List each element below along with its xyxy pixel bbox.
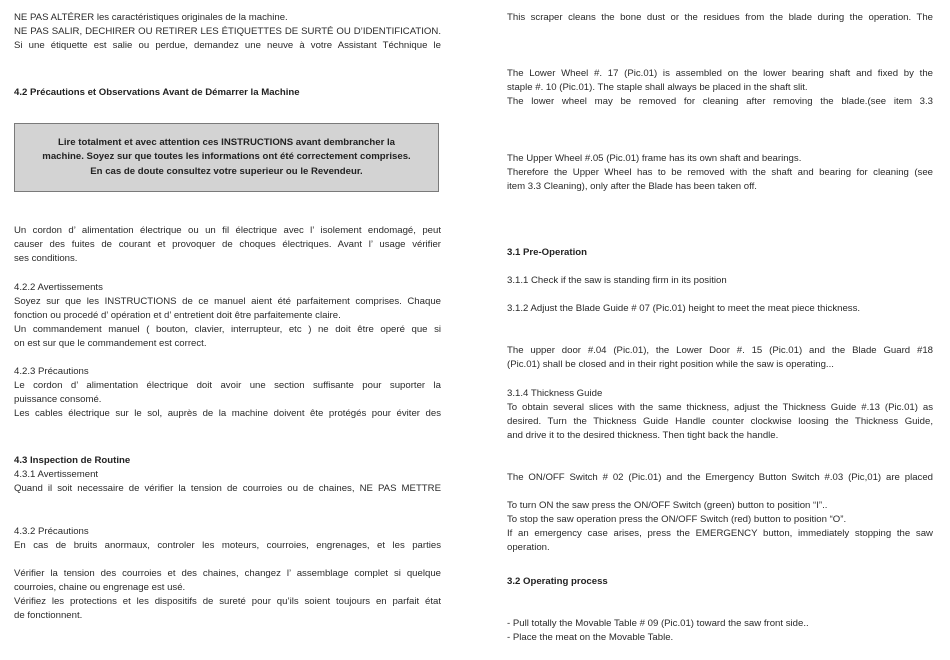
scraper-line: This scraper cleans the bone dust or the residues from the blade during the operation. The xyxy=(507,12,933,23)
doors-line: (Pic.01) shall be closed and in their right position while the saw is operating... xyxy=(507,359,834,370)
process-item: - Place the meat on the Movable Table. xyxy=(507,632,674,643)
subsection-title: 4.2.3 Précautions xyxy=(14,366,89,377)
section-heading-3-2: 3.2 Operating process xyxy=(507,576,608,587)
process-list xyxy=(507,617,933,645)
final-paragraph xyxy=(14,567,441,623)
subsection-line: desired. Turn the Thickness Guide Handle counter clockwise loosing the Thickness Guide, xyxy=(507,416,933,427)
cord-paragraph xyxy=(14,224,441,266)
subsection-4-2-3 xyxy=(14,365,441,421)
subsection-line: fonction ou procedé d’ opération et d’ entretient doit être parfaitemente claire. xyxy=(14,310,341,321)
turn-paragraph xyxy=(507,499,933,555)
lower-wheel-line: The Lower Wheel #. 17 (Pic.01) is assembled on the lower bearing shaft and fixed by the xyxy=(507,68,933,79)
doors-paragraph xyxy=(507,344,933,372)
subsection-line: Quand il soit necessaire de vérifier la tension de courroies ou de chaines, NE PAS METTRE xyxy=(14,483,441,494)
turn-line: To stop the saw operation press the ON/OFF Switch (red) button to position “O”. xyxy=(507,514,847,525)
doors-line: The upper door #.04 (Pic.01), the Lower Door #. 15 (Pic.01) and the Blade Guard #18 xyxy=(507,345,933,356)
lower-wheel-line: The lower wheel may be removed for cleaning after removing the blade.(see item 3.3 xyxy=(507,96,933,107)
subsection-title: 4.3.1 Avertissement xyxy=(14,469,99,480)
upper-wheel-line: item 3.3 Cleaning), only after the Blade has been taken off. xyxy=(507,181,757,192)
cord-line: ses conditions. xyxy=(14,253,78,264)
section-heading-4-2: 4.2 Précautions et Observations Avant de Démarrer la Machine xyxy=(14,87,300,98)
final-line: Vérifier la tension des courroies et des chaines, changez l’ assemblage complet si quelque xyxy=(14,568,441,579)
warning-notice-box xyxy=(14,123,439,192)
notice-line: Lire totalment et avec attention ces INSTRUCTIONS avant dembrancher la xyxy=(58,136,395,148)
subsection-line: Soyez sur que les INSTRUCTIONS de ce manuel aient été parfaitement comprises. Chaque xyxy=(14,296,441,307)
intro-line: NE PAS SALIR, DECHIRER OU RETIRER LES ÉTIQUETTES DE SURTÉ OU D’IDENTIFICATION. xyxy=(14,26,441,37)
lower-wheel-line: staple #. 10 (Pic.01). The staple shall always be placed in the shaft slit. xyxy=(507,82,808,93)
section-4-3 xyxy=(14,454,441,496)
subsection-line: To obtain several slices with the same thickness, adjust the Thickness Guide #.13 (Pic.01) as xyxy=(507,402,933,413)
section-heading-3-1: 3.1 Pre-Operation xyxy=(507,247,587,258)
intro-line: Si une étiquette est salie ou perdue, demandez une neuve à votre Assistant Téchnique le xyxy=(14,40,441,51)
upper-wheel-paragraph xyxy=(507,152,933,194)
cord-line: causer des fuites de courant et provoquer de choques électriques. Avant l’ usage vérifier xyxy=(14,239,441,250)
step-3-1-2: 3.1.2 Adjust the Blade Guide # 07 (Pic.01) height to meet the meat piece thickness. xyxy=(507,303,861,314)
notice-line: machine. Soyez sur que toutes les informations ont été correctement comprises. xyxy=(42,151,411,163)
lower-wheel-paragraph xyxy=(507,67,933,109)
notice-line: En cas de doute consultez votre superieur ou le Revendeur. xyxy=(90,165,363,177)
final-line: Vérifiez les protections et les dispositifs de sureté pour qu’ils soient toujours en parfait état xyxy=(14,596,441,607)
final-line: de fonctionnent. xyxy=(14,610,83,621)
subsection-line: Un commandement manuel ( bouton, clavier, interrupteur, etc ) ne doit être operé que si xyxy=(14,324,441,335)
subsection-4-2-2 xyxy=(14,281,441,351)
process-item: - Pull totally the Movable Table # 09 (Pic.01) toward the saw front side.. xyxy=(507,618,809,629)
step-3-1-1: 3.1.1 Check if the saw is standing firm in its position xyxy=(507,275,727,286)
subsection-3-1-4 xyxy=(507,387,933,443)
section-heading-4-3: 4.3 Inspection de Routine xyxy=(14,455,131,466)
turn-line: To turn ON the saw press the ON/OFF Switch (green) button to position “I”.. xyxy=(507,500,828,511)
subsection-line: puissance consomé. xyxy=(14,394,102,405)
cord-line: Un cordon d’ alimentation électrique ou un fil électrique avec l’ isolement endomagé, peut xyxy=(14,225,441,236)
switch-line: The ON/OFF Switch # 02 (Pic.01) and the Emergency Button Switch #.03 (Pic,01) are placed xyxy=(507,472,933,483)
intro-line: NE PAS ALTÉRER les caractéristiques originales de la machine. xyxy=(14,12,288,23)
subsection-title: 4.2.2 Avertissements xyxy=(14,282,103,293)
subsection-title: 4.3.2 Précautions xyxy=(14,526,89,537)
subsection-line: Les cables électrique sur le sol, auprès de la machine doivent ête protégés pour éviter des xyxy=(14,408,441,419)
subsection-4-3-2 xyxy=(14,525,441,553)
final-line: courroies, chaine ou engrenage est usé. xyxy=(14,582,186,593)
upper-wheel-line: Therefore the Upper Wheel has to be removed with the shaft and bearing for cleaning (see xyxy=(507,167,933,178)
subsection-title: 3.1.4 Thickness Guide xyxy=(507,388,603,399)
subsection-line: on est sur que le commandement est correct. xyxy=(14,338,207,349)
subsection-line: and drive it to the desired thickness. Then tight back the handle. xyxy=(507,430,779,441)
intro-paragraph xyxy=(14,11,441,53)
turn-line: operation. xyxy=(507,542,550,553)
upper-wheel-line: The Upper Wheel #.05 (Pic.01) frame has its own shaft and bearings. xyxy=(507,153,802,164)
subsection-line: Le cordon d’ alimentation électrique doit avoir une section suffisante pour suporter la xyxy=(14,380,441,391)
turn-line: If an emergency case arises, press the EMERGENCY button, immediately stopping the saw xyxy=(507,528,933,539)
subsection-line: En cas de bruits anormaux, controler les moteurs, courroies, engrenages, et les parties xyxy=(14,540,441,551)
